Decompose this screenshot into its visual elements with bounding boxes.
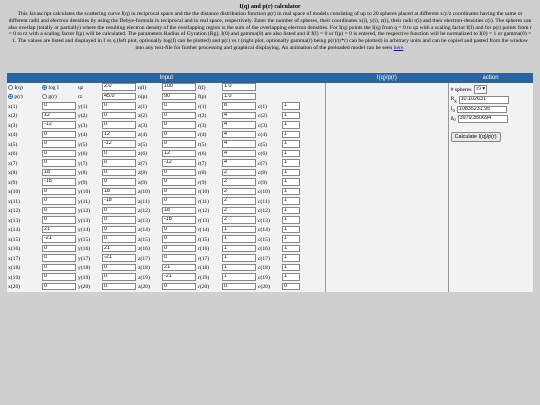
sphere-y-input[interactable]: 0 — [102, 235, 136, 243]
sphere-y-input[interactable]: 0 — [102, 264, 136, 272]
sphere-row — [7, 197, 301, 207]
sphere-y-input[interactable]: -12 — [102, 140, 136, 148]
animation-link[interactable]: here — [393, 44, 404, 51]
sphere-grid — [7, 83, 301, 292]
radio-gr-button[interactable] — [42, 94, 47, 99]
sphere-r-label: r(12) — [198, 208, 210, 215]
sphere-z-label: z(5) — [138, 141, 148, 148]
spheres-count-label: # spheres — [450, 86, 472, 93]
sphere-r-input[interactable]: 4 — [222, 121, 256, 129]
sphere-r-label: r(13) — [198, 217, 210, 224]
sphere-c-input[interactable]: 0 — [282, 283, 300, 291]
radio-pr-button[interactable] — [8, 94, 13, 99]
sphere-c-input[interactable]: 1 — [282, 235, 300, 243]
sphere-z-label: z(20) — [138, 284, 150, 291]
sphere-z-label: z(1) — [138, 103, 148, 110]
sphere-r-label: r(19) — [198, 274, 210, 281]
radio-gr-label: g(r) — [48, 94, 57, 101]
fp-input[interactable]: 1.0 — [222, 93, 256, 101]
sphere-y-label: y(9) — [78, 179, 88, 186]
sphere-z-input[interactable]: -18 — [162, 216, 196, 224]
sphere-r-input[interactable]: 2 — [222, 207, 256, 215]
sphere-y-label: y(20) — [78, 284, 91, 291]
sphere-y-input[interactable]: 0 — [102, 178, 136, 186]
sphere-y-label: y(14) — [78, 227, 91, 234]
sphere-z-input[interactable]: 12 — [162, 150, 196, 158]
sphere-row — [7, 121, 301, 131]
rg-row — [451, 96, 531, 104]
option-row-1 — [7, 83, 301, 93]
sphere-y-label: y(17) — [78, 255, 91, 262]
sphere-z-input[interactable]: 0 — [162, 254, 196, 262]
sphere-x-input[interactable]: 0 — [42, 245, 76, 253]
sphere-x-input[interactable]: 0 — [42, 140, 76, 148]
radio-gr[interactable] — [41, 93, 77, 103]
sphere-z-label: z(19) — [138, 274, 150, 281]
sphere-x-input[interactable]: 18 — [42, 169, 76, 177]
sphere-y-label: y(8) — [78, 170, 88, 177]
sphere-z-input[interactable]: 0 — [162, 178, 196, 186]
sphere-z-label: z(10) — [138, 189, 150, 196]
sphere-row — [7, 245, 301, 255]
sphere-z-label: z(12) — [138, 208, 150, 215]
sphere-z-input[interactable]: 21 — [162, 264, 196, 272]
sphere-c-label: c(5) — [258, 141, 268, 148]
sphere-c-input[interactable]: 1 — [282, 273, 300, 281]
sphere-z-label: z(2) — [138, 113, 148, 120]
ni-input[interactable]: 100 — [162, 83, 196, 91]
g0-label: $g_0$ — [450, 115, 456, 123]
sphere-r-label: r(11) — [198, 198, 209, 205]
sphere-r-input[interactable]: 0 — [222, 283, 256, 291]
sphere-c-input[interactable]: 1 — [282, 102, 300, 110]
sphere-c-label: c(6) — [258, 151, 268, 158]
sphere-z-label: z(3) — [138, 122, 148, 129]
sphere-x-input[interactable]: 0 — [42, 283, 76, 291]
sphere-z-input[interactable]: 0 — [162, 140, 196, 148]
sphere-x-input[interactable]: 0 — [42, 254, 76, 262]
page-title: I(q) and p(r) calculator — [239, 3, 301, 10]
sphere-r-input[interactable]: 1 — [222, 235, 256, 243]
sphere-c-input[interactable]: 1 — [282, 131, 300, 139]
chevron-down-icon: ▾ — [482, 86, 486, 92]
spheres-count-value: 19 — [475, 86, 481, 92]
sphere-r-label: r(3) — [198, 122, 207, 129]
sphere-x-label: x(16) — [8, 246, 21, 253]
sphere-row — [7, 159, 301, 169]
sphere-x-label: x(2) — [8, 113, 18, 120]
option-row-2 — [7, 93, 301, 103]
sphere-y-label: y(3) — [78, 122, 88, 129]
qz-label: qz — [78, 84, 84, 91]
sphere-r-input[interactable]: 2 — [222, 216, 256, 224]
np-label: n(p) — [138, 94, 148, 101]
sphere-row — [7, 131, 301, 141]
sphere-y-label: y(13) — [78, 217, 91, 224]
sphere-y-label: y(6) — [78, 151, 88, 158]
sphere-r-input[interactable]: 4 — [222, 150, 256, 158]
sphere-y-input[interactable]: 0 — [102, 159, 136, 167]
sphere-row — [7, 140, 301, 150]
sphere-y-input[interactable]: 0 — [102, 216, 136, 224]
sphere-y-label: y(2) — [78, 113, 88, 120]
sphere-row — [7, 273, 301, 283]
description-text: This Javascript calculates the scattering curve I(q) in reciprocal space and the the distance distribution function p(r) in real space of models consisting of up to 20 spheres placed at different x/y/z coordinates having the same or different radii and electron densities by using the Debye-formula in reciprocal and in real space, respectively. Enter the number of spheres, their coordinates x(i), y(i), z(i), their radii r(i) and their electron-densities c(i). The spheres can also overlap (totally or partially) where the resulting electron density of the overlapping region is the sum of the overlapping electron densities. For I(q) points the I(q) from q = 0 to qz with a scaling factor f(I) and for p(r) points from r = 0 to rz with a scaling factor f(p) will be calculated. The parameters Radius of Gyration (Rg), I(0) and gamma(0) are also listed and if f(I) = 0 or f(p) = 0 is entered, the respective function will be normalized to I(0) = 1 or gamma(0) = 1. The values are listed and displayed in I vs q (left plot, optionally log(I) can be plotted) and p(r) vs r (right plot, optionally gamma(r) being p(r)/(r*r) can be plotted) in arbitrary units and can be copied and pasted from the window into any text-file for further processing and graphical displaying. An animation of the preloaded model can be seen — [8, 11, 532, 51]
sphere-c-label: c(11) — [258, 198, 270, 205]
sphere-r-input[interactable]: 4 — [222, 140, 256, 148]
sphere-c-label: c(16) — [258, 246, 270, 253]
sphere-y-input[interactable]: 0 — [102, 207, 136, 215]
radio-logi[interactable] — [41, 83, 77, 93]
sphere-y-input[interactable]: -18 — [102, 197, 136, 205]
sphere-x-label: x(4) — [8, 132, 18, 139]
sphere-y-label: y(4) — [78, 132, 88, 139]
sphere-row — [7, 283, 301, 293]
sphere-y-label: y(10) — [78, 189, 91, 196]
rz-label: rz — [78, 94, 83, 101]
sphere-y-input[interactable]: -21 — [102, 254, 136, 262]
sphere-z-input[interactable]: 0 — [162, 235, 196, 243]
g0-row — [451, 115, 531, 123]
sphere-z-label: z(11) — [138, 198, 150, 205]
sphere-y-input[interactable]: 0 — [102, 169, 136, 177]
sphere-c-label: c(7) — [258, 160, 268, 167]
sphere-y-label: y(5) — [78, 141, 88, 148]
rg-label: $R_g$ — [450, 96, 457, 104]
sphere-x-input[interactable]: -12 — [42, 121, 76, 129]
sphere-y-input[interactable]: 18 — [102, 188, 136, 196]
sphere-x-input[interactable]: 21 — [42, 226, 76, 234]
sphere-c-input[interactable]: 1 — [282, 216, 300, 224]
sphere-c-label: c(12) — [258, 208, 270, 215]
sphere-z-input[interactable]: 0 — [162, 188, 196, 196]
sphere-z-label: z(17) — [138, 255, 150, 262]
sphere-z-label: z(13) — [138, 217, 150, 224]
sphere-z-input[interactable]: 18 — [162, 207, 196, 215]
sphere-z-label: z(16) — [138, 246, 150, 253]
sphere-z-input[interactable]: 0 — [162, 169, 196, 177]
sphere-c-label: c(13) — [258, 217, 270, 224]
sphere-row — [7, 112, 301, 122]
sphere-r-input[interactable]: 2 — [222, 178, 256, 186]
sphere-c-input[interactable]: 1 — [282, 188, 300, 196]
sphere-z-input[interactable]: -12 — [162, 159, 196, 167]
sphere-c-input[interactable]: 1 — [282, 178, 300, 186]
sphere-x-input[interactable]: -21 — [42, 235, 76, 243]
sphere-row — [7, 169, 301, 179]
sphere-y-input[interactable]: 0 — [102, 283, 136, 291]
sphere-x-input[interactable]: 0 — [42, 159, 76, 167]
sphere-r-label: r(9) — [198, 179, 207, 186]
sphere-z-input[interactable]: 0 — [162, 197, 196, 205]
sphere-r-input[interactable]: 2 — [222, 197, 256, 205]
sphere-c-input[interactable]: 1 — [282, 150, 300, 158]
radio-logi-label: log I — [48, 84, 59, 91]
sphere-r-label: r(6) — [198, 151, 207, 158]
sphere-x-input[interactable]: 0 — [42, 197, 76, 205]
qz-input[interactable]: 2.0 — [102, 83, 136, 91]
sphere-z-input[interactable]: -21 — [162, 273, 196, 281]
sphere-r-input[interactable]: 1 — [222, 264, 256, 272]
sphere-row — [7, 226, 301, 236]
sphere-c-input[interactable]: 1 — [282, 207, 300, 215]
sphere-y-label: y(12) — [78, 208, 91, 215]
sphere-x-input[interactable]: 0 — [42, 102, 76, 110]
sphere-x-label: x(10) — [8, 189, 21, 196]
radio-logi-button[interactable] — [42, 85, 47, 90]
sphere-y-label: y(19) — [78, 274, 91, 281]
sphere-c-input[interactable]: 1 — [282, 169, 300, 177]
sphere-c-label: c(15) — [258, 236, 270, 243]
sphere-y-label: y(18) — [78, 265, 91, 272]
sphere-row — [7, 102, 301, 112]
i0-row — [451, 106, 531, 114]
np-input[interactable]: 90 — [162, 93, 196, 101]
sphere-y-input[interactable]: 0 — [102, 273, 136, 281]
sphere-r-input[interactable]: 1 — [222, 226, 256, 234]
sphere-r-label: r(4) — [198, 132, 207, 139]
sphere-r-label: r(17) — [198, 255, 210, 262]
sphere-x-label: x(18) — [8, 265, 21, 272]
sphere-r-label: r(16) — [198, 246, 210, 253]
sphere-c-label: c(18) — [258, 265, 270, 272]
sphere-z-input[interactable]: 0 — [162, 121, 196, 129]
sphere-c-input[interactable]: 1 — [282, 197, 300, 205]
sphere-c-label: c(10) — [258, 189, 270, 196]
sphere-x-label: x(9) — [8, 179, 18, 186]
sphere-c-input[interactable]: 1 — [282, 254, 300, 262]
sphere-r-input[interactable]: 1 — [222, 254, 256, 262]
radio-pr-label: p(r) — [14, 94, 23, 101]
g0-output[interactable]: 3979.350694 — [458, 115, 508, 123]
sphere-z-input[interactable]: 0 — [162, 102, 196, 110]
action-panel — [448, 83, 533, 292]
sphere-r-input[interactable]: 1 — [222, 273, 256, 281]
sphere-x-input[interactable]: 0 — [42, 207, 76, 215]
sphere-y-input[interactable]: 0 — [102, 150, 136, 158]
sphere-c-label: c(8) — [258, 170, 268, 177]
sphere-r-label: r(15) — [198, 236, 210, 243]
sphere-r-label: r(18) — [198, 265, 210, 272]
ni-label: n(I) — [138, 84, 147, 91]
sphere-r-label: r(7) — [198, 160, 207, 167]
sphere-y-label: y(7) — [78, 160, 88, 167]
rz-input[interactable]: 45.0 — [102, 93, 136, 101]
fp-label: f(p) — [198, 94, 207, 101]
sphere-x-input[interactable]: 0 — [42, 264, 76, 272]
sphere-x-label: x(5) — [8, 141, 18, 148]
sphere-z-label: z(14) — [138, 227, 150, 234]
sphere-y-input[interactable]: 0 — [102, 226, 136, 234]
sphere-r-label: r(1) — [198, 103, 207, 110]
sphere-x-label: x(19) — [8, 274, 21, 281]
sphere-z-label: z(18) — [138, 265, 150, 272]
sphere-y-input[interactable]: 0 — [102, 102, 136, 110]
sphere-r-label: r(8) — [198, 170, 207, 177]
input-header: Input — [7, 73, 326, 83]
sphere-r-label: r(10) — [198, 189, 210, 196]
sphere-r-input[interactable]: 2 — [222, 188, 256, 196]
i0-label: $I_0$ — [450, 105, 455, 113]
spheres-count-select[interactable] — [474, 85, 487, 94]
sphere-z-input[interactable]: 0 — [162, 283, 196, 291]
sphere-row — [7, 207, 301, 217]
sphere-row — [7, 264, 301, 274]
sphere-r-input[interactable]: 1 — [222, 245, 256, 253]
sphere-row — [7, 178, 301, 188]
description: This Javascript calculates the scattering curve I(q) in reciprocal space and the the distance distribution function p(r) in real space of models consisting of up to 20 spheres placed at different x/y/z coordinates having the same or different radii and electron densities by using the Debye-formula in reciprocal and in real space, respectively. Enter the number of spheres, their coordinates x(i), y(i), z(i), their radii r(i) and their electron-densities c(i). The spheres can also overlap (totally or partially) where the resulting electron density of the overlapping region is the sum of the overlapping electron densities. For I(q) points the I(q) from q = 0 to qz with a scaling factor f(I) and for p(r) points from r = 0 to rz with a scaling factor f(p) will be calculated. The parameters Radius of Gyration (Rg), I(0) and gamma(0) are also listed and if f(I) = 0 or f(p) = 0 is entered, the respective function will be normalized to I(0) = 1 or gamma(0) = 1. The values are listed and displayed in I vs q (left plot, optionally log(I) can be plotted) and p(r) vs r (right plot, optionally gamma(r) being p(r)/(r*r) can be plotted) in arbitrary units and can be copied and pasted from the window into any text-file for further processing and graphical displaying. An animation of the preloaded model can be seen here. — [8, 11, 532, 51]
i0-output[interactable]: 10835231.95 — [457, 106, 507, 114]
fi-input[interactable]: 1.0 — [222, 83, 256, 91]
sphere-r-label: r(5) — [198, 141, 207, 148]
sphere-x-input[interactable]: 0 — [42, 273, 76, 281]
sphere-y-label: y(1) — [78, 103, 88, 110]
sphere-x-label: x(11) — [8, 198, 20, 205]
radio-iq-label: I(q) — [14, 84, 23, 91]
sphere-z-label: z(6) — [138, 151, 148, 158]
sphere-c-label: c(2) — [258, 113, 268, 120]
sphere-r-input[interactable]: 4 — [222, 131, 256, 139]
sphere-c-label: c(19) — [258, 274, 270, 281]
sphere-c-input[interactable]: 1 — [282, 112, 300, 120]
sphere-c-input[interactable]: 1 — [282, 264, 300, 272]
sphere-c-input[interactable]: 1 — [282, 140, 300, 148]
sphere-row — [7, 188, 301, 198]
sphere-y-input[interactable]: 0 — [102, 121, 136, 129]
sphere-row — [7, 216, 301, 226]
sphere-x-label: x(13) — [8, 217, 21, 224]
sphere-x-input[interactable]: 0 — [42, 131, 76, 139]
iq-header: I(q)/p(r) — [326, 73, 448, 83]
sphere-row — [7, 254, 301, 264]
sphere-c-input[interactable]: 1 — [282, 245, 300, 253]
sphere-c-input[interactable]: 1 — [282, 121, 300, 129]
sphere-y-label: y(16) — [78, 246, 91, 253]
sphere-c-label: c(14) — [258, 227, 270, 234]
sphere-r-input[interactable]: 4 — [222, 159, 256, 167]
sphere-x-input[interactable]: 0 — [42, 150, 76, 158]
sphere-c-label: c(4) — [258, 132, 268, 139]
sphere-z-input[interactable]: 0 — [162, 112, 196, 120]
rg-output[interactable]: 10.102631 — [459, 96, 509, 104]
sphere-z-input[interactable]: 0 — [162, 131, 196, 139]
sphere-z-label: z(8) — [138, 170, 148, 177]
sphere-x-label: x(6) — [8, 151, 18, 158]
iq-output-area[interactable] — [326, 83, 448, 292]
sphere-c-label: c(1) — [258, 103, 268, 110]
sphere-c-label: c(20) — [258, 284, 270, 291]
calculate-button[interactable]: Calculate I(q)/p(r) — [451, 132, 501, 142]
radio-iq[interactable] — [7, 83, 41, 93]
sphere-r-label: r(20) — [198, 284, 210, 291]
sphere-c-label: c(17) — [258, 255, 270, 262]
radio-pr[interactable] — [7, 93, 41, 103]
calculator — [7, 73, 533, 292]
sphere-r-input[interactable]: 8 — [222, 102, 256, 110]
sphere-x-label: x(3) — [8, 122, 18, 129]
sphere-z-input[interactable]: 0 — [162, 245, 196, 253]
sphere-c-label: c(9) — [258, 179, 268, 186]
sphere-x-label: x(17) — [8, 255, 21, 262]
sphere-z-label: z(7) — [138, 160, 148, 167]
sphere-r-input[interactable]: 4 — [222, 112, 256, 120]
sphere-z-label: z(9) — [138, 179, 148, 186]
fi-label: f(I) — [198, 84, 206, 91]
input-panel — [7, 83, 326, 292]
sphere-r-label: r(2) — [198, 113, 207, 120]
sphere-r-input[interactable]: 2 — [222, 169, 256, 177]
action-header: action — [448, 73, 533, 83]
sphere-x-input[interactable]: 0 — [42, 188, 76, 196]
sphere-x-label: x(7) — [8, 160, 18, 167]
sphere-x-label: x(1) — [8, 103, 18, 110]
sphere-c-input[interactable]: 1 — [282, 226, 300, 234]
sphere-row — [7, 235, 301, 245]
calculator-table — [7, 73, 533, 292]
sphere-x-label: x(15) — [8, 236, 21, 243]
sphere-x-input[interactable]: 0 — [42, 216, 76, 224]
sphere-y-input[interactable]: 21 — [102, 245, 136, 253]
sphere-x-input[interactable]: -18 — [42, 178, 76, 186]
sphere-row — [7, 150, 301, 160]
sphere-z-input[interactable]: 0 — [162, 226, 196, 234]
sphere-y-label: y(15) — [78, 236, 91, 243]
sphere-x-label: x(12) — [8, 208, 21, 215]
sphere-x-label: x(8) — [8, 170, 18, 177]
sphere-x-label: x(20) — [8, 284, 21, 291]
sphere-x-input[interactable]: 12 — [42, 112, 76, 120]
sphere-z-label: z(4) — [138, 132, 148, 139]
sphere-z-label: z(15) — [138, 236, 150, 243]
sphere-r-label: r(14) — [198, 227, 210, 234]
radio-iq-button[interactable] — [8, 85, 13, 90]
sphere-c-input[interactable]: 1 — [282, 159, 300, 167]
sphere-y-input[interactable]: 12 — [102, 131, 136, 139]
sphere-y-input[interactable]: 0 — [102, 112, 136, 120]
spheres-count-row — [451, 85, 531, 94]
sphere-c-label: c(3) — [258, 122, 268, 129]
sphere-x-label: x(14) — [8, 227, 21, 234]
sphere-y-label: y(11) — [78, 198, 90, 205]
